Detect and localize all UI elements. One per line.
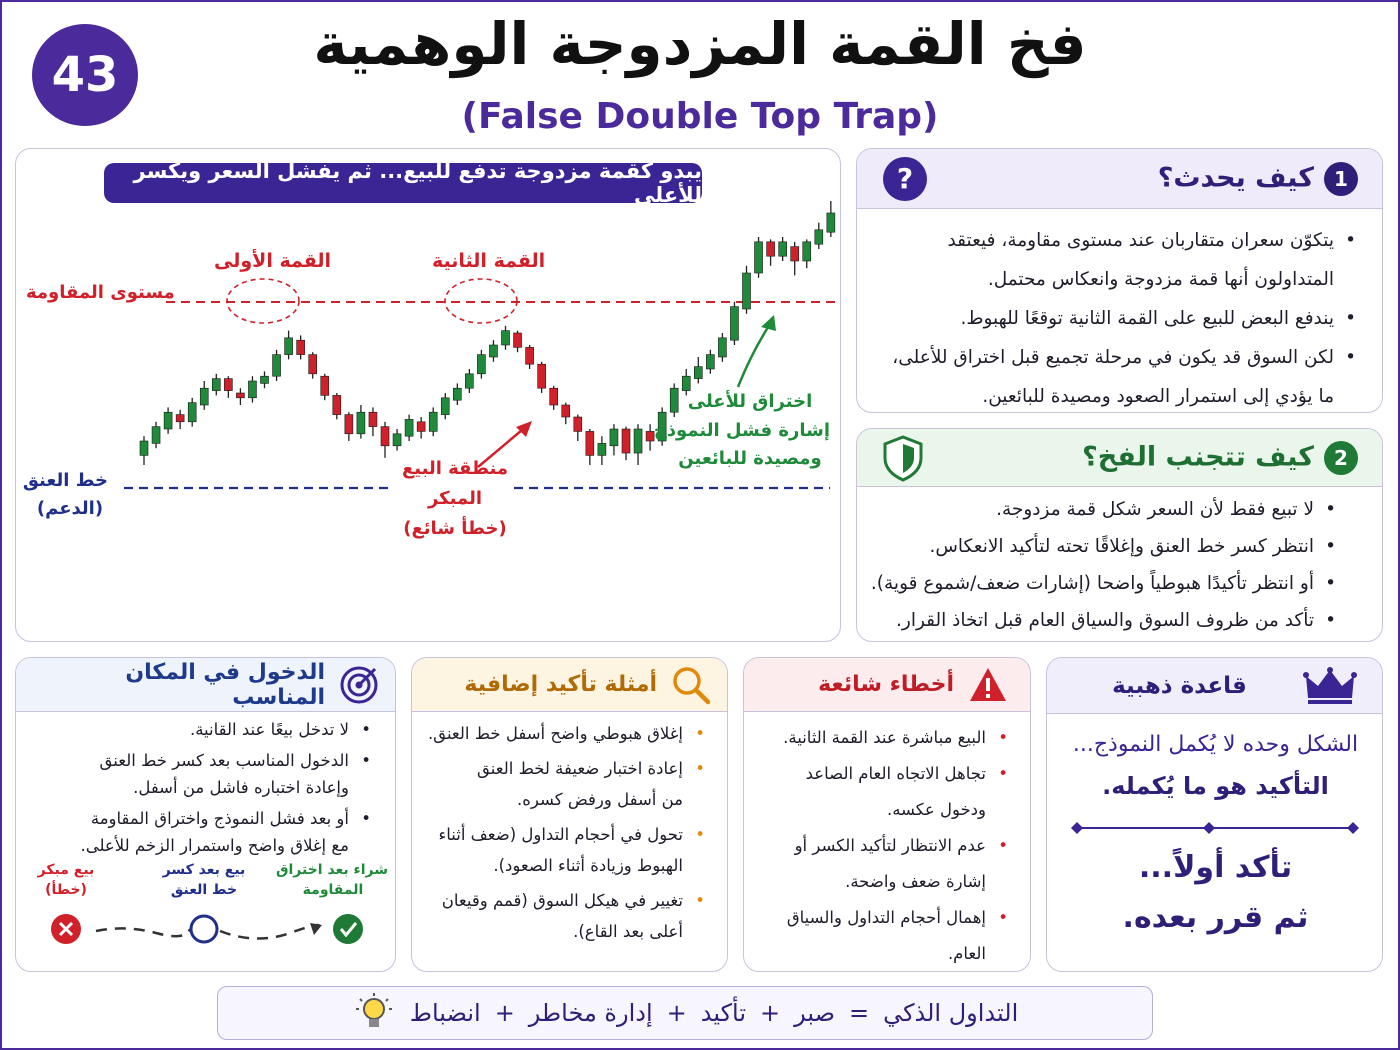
bearish-candle <box>514 333 522 347</box>
list-item: ودخول عكسه. <box>886 800 986 819</box>
bullish-candle <box>815 230 823 244</box>
bullish-candle <box>755 242 763 273</box>
golden-line-4: ثم قرر بعده. <box>1122 900 1309 935</box>
list-item: • أو بعد فشل النموذج واختراق المقاومة <box>24 805 375 832</box>
bullish-candle <box>610 429 618 446</box>
bearish-candle <box>791 247 799 261</box>
shield-icon <box>881 434 925 482</box>
mistakes-list <box>750 720 1012 972</box>
bullish-candle <box>140 441 148 455</box>
examples-list <box>418 718 709 947</box>
examples-panel <box>411 657 728 972</box>
bearish-candle <box>562 405 570 417</box>
golden-line-2: التأكيد هو ما يُكمله. <box>1102 772 1329 800</box>
bullish-candle <box>634 429 642 453</box>
magnifier-icon <box>671 665 711 705</box>
list-item: المتداولون أنها قمة مزدوجة وانعكاس محتمل. <box>987 269 1334 290</box>
bearish-candle <box>297 340 305 354</box>
bullish-candle <box>827 213 835 232</box>
bullish-candle <box>188 403 196 422</box>
early-sell-label-2: المبكر <box>427 488 482 509</box>
neckline-label: خط العنق <box>22 470 108 491</box>
bullish-candle <box>164 412 172 429</box>
footer-term-discipline: انضباط <box>409 999 481 1027</box>
neutral-circle-icon <box>191 916 217 942</box>
list-item: • لا تدخل بيعًا عند القانية. <box>24 716 375 743</box>
early-sell-label: منطقة البيع <box>401 458 509 479</box>
bullish-candle <box>273 355 281 377</box>
list-item: • البيع مباشرة عند القمة الثانية. <box>750 720 1012 756</box>
footer-term-confirmation: تأكيد <box>700 999 746 1027</box>
bullish-candle <box>803 242 811 261</box>
option-buy-breakout-sub: المقاومة <box>302 882 364 898</box>
mistakes-title: أخطاء شائعة <box>818 672 954 697</box>
list-item: • تأكد من ظروف السوق والسياق العام قبل اتخاذ القرار. <box>863 602 1340 639</box>
step-number-1: 1 <box>1324 162 1358 196</box>
bullish-candle <box>453 388 461 400</box>
bearish-candle <box>309 355 317 374</box>
entry-list <box>24 716 375 859</box>
bullish-candle <box>743 273 751 309</box>
bearish-candle <box>417 422 425 432</box>
breakout-label-3: ومصيدة للبائعين <box>678 448 822 469</box>
bullish-candle <box>489 345 497 357</box>
list-item: ما يؤدي إلى استمرار الصعود ومصيدة للبائعين. <box>982 386 1334 407</box>
golden-line-1: الشكل وحده لا يُكمل النموذج... <box>1072 732 1359 757</box>
svg-text:?: ? <box>896 161 914 195</box>
how-list <box>867 221 1360 413</box>
list-item: • يتكوّن سعران متقاربان عند مستوى مقاومة، فيعتقد <box>867 221 1360 260</box>
list-item: الهبوط وزيادة أثناء الصعود). <box>493 856 683 875</box>
footer-term-patience: صبر <box>794 999 835 1027</box>
avoid-list <box>863 491 1340 639</box>
check-icon <box>333 914 363 944</box>
list-item: • عدم الانتظار لتأكيد الكسر أو <box>750 828 1012 864</box>
bearish-candle <box>622 429 630 453</box>
bullish-candle <box>694 367 702 379</box>
bearish-candle <box>176 415 184 422</box>
chart-banner: يبدو كقمة مزدوجة تدفع للبيع... ثم يفشل السعر ويكسر للأعلى <box>104 163 702 203</box>
entry-options-diagram <box>16 903 396 963</box>
bearish-candle <box>526 347 534 364</box>
mistakes-header <box>744 658 1030 712</box>
bearish-candle <box>586 431 594 455</box>
mistakes-panel <box>743 657 1031 972</box>
footer-term-smart-trading: التداول الذكي <box>883 999 1019 1027</box>
bearish-candle <box>224 379 232 391</box>
list-item: • أو انتظر تأكيدًا هبوطياً واضحا (إشارات ضعف/شموع قوية). <box>863 565 1340 602</box>
list-item: • تجاهل الاتجاه العام الصاعد <box>750 756 1012 792</box>
how-header <box>857 149 1382 209</box>
footer-plus: + <box>666 999 687 1027</box>
list-item: أعلى بعد القاع). <box>573 922 683 941</box>
bullish-candle <box>477 355 485 374</box>
golden-line-3: تأكد أولاً... <box>1138 850 1293 885</box>
footer-term-risk-management: إدارة مخاطر <box>528 999 653 1027</box>
bullish-candle <box>730 307 738 341</box>
breakout-label-2: إشارة فشل النموذج <box>653 420 830 441</box>
option-neck-sell-sub: خط العنق <box>170 882 238 898</box>
bullish-candle <box>405 419 413 436</box>
warning-icon <box>968 666 1008 704</box>
avoid-panel <box>856 428 1383 642</box>
footer-formula <box>217 986 1153 1040</box>
golden-title: قاعدة ذهبية <box>1112 672 1247 699</box>
list-item: • تحول في أحجام التداول (ضعف أثناء <box>418 819 709 850</box>
list-item: وإعادة اختباره فاشل من أسفل. <box>133 778 349 797</box>
number-badge: 43 <box>32 24 138 126</box>
bearish-candle <box>381 427 389 446</box>
option-early-sell: بيع مبكر <box>37 862 95 878</box>
list-item: • إعادة اختبار ضعيفة لخط العنق <box>418 753 709 784</box>
bullish-candle <box>152 427 160 444</box>
bullish-candle <box>718 338 726 357</box>
early-sell-label-3: (خطأ شائع) <box>403 518 507 539</box>
bullish-candle <box>779 242 787 256</box>
bearish-candle <box>538 364 546 388</box>
option-early-sell-sub: (خطأ) <box>45 882 87 898</box>
entry-panel <box>15 657 396 972</box>
bearish-candle <box>345 415 353 434</box>
option-buy-breakout: شراء بعد اختراق <box>275 862 388 878</box>
how-title: كيف يحدث؟ <box>1157 162 1314 193</box>
how-panel <box>856 148 1383 413</box>
bullish-candle <box>248 381 256 398</box>
list-item: • إغلاق هبوطي واضح أسفل خط العنق. <box>418 718 709 749</box>
bullish-candle <box>357 412 365 434</box>
list-item: • لا تبيع فقط لأن السعر شكل قمة مزدوجة. <box>863 491 1340 528</box>
list-item: إشارة ضعف واضحة. <box>845 872 986 891</box>
examples-header <box>412 658 727 712</box>
bullish-candle <box>682 376 690 390</box>
entry-title: الدخول في المكان المناسب <box>125 659 325 710</box>
bullish-candle <box>285 338 293 355</box>
golden-panel <box>1046 657 1383 972</box>
golden-divider <box>1047 818 1383 838</box>
entry-header <box>16 658 395 712</box>
bearish-candle <box>550 388 558 405</box>
second-top-label: القمة الثانية <box>432 250 546 272</box>
golden-header <box>1047 658 1382 714</box>
lightbulb-icon <box>352 991 396 1035</box>
step-number-2: 2 <box>1324 441 1358 475</box>
list-item: • انتظر كسر خط العنق وإغلاقًا تحته لتأكيد الانعكاس. <box>863 528 1340 565</box>
bearish-candle <box>369 412 377 426</box>
footer-plus: + <box>494 999 515 1027</box>
footer-equals: = <box>848 999 870 1027</box>
bullish-candle <box>465 374 473 388</box>
bearish-candle <box>321 376 329 395</box>
option-neck-sell: بيع بعد كسر <box>162 862 246 878</box>
question-icon <box>881 155 929 203</box>
crown-icon <box>1302 666 1358 706</box>
breakout-label: اختراق للأعلى <box>687 391 813 412</box>
list-item: • إهمال أحجام التداول والسياق العام. <box>750 900 1012 972</box>
bullish-candle <box>212 379 220 391</box>
page-subtitle: (False Double Top Trap) <box>461 96 939 137</box>
resistance-label: مستوى المقاومة <box>26 282 175 303</box>
list-item: • يندفع البعض للبيع على القمة الثانية توقعًا للهبوط. <box>867 299 1360 338</box>
bullish-candle <box>502 331 510 345</box>
target-icon <box>339 665 379 705</box>
bearish-candle <box>333 395 341 414</box>
bearish-candle <box>574 417 582 431</box>
bearish-candle <box>646 431 654 441</box>
list-item: • تغيير في هيكل السوق (قمم وقيعان <box>418 885 709 916</box>
breakout-arrow <box>738 324 770 387</box>
page-title: فخ القمة المزدوجة الوهمية <box>313 10 1087 78</box>
list-item: مع إغلاق واضح واستمرار الزخم للأعلى. <box>80 836 349 855</box>
neckline-sub-label: (الدعم) <box>36 498 104 519</box>
first-top-label: القمة الأولى <box>214 250 332 272</box>
bullish-candle <box>200 388 208 405</box>
avoid-header <box>857 429 1382 487</box>
breakout-arrowhead <box>761 315 776 331</box>
footer-plus: + <box>760 999 781 1027</box>
bullish-candle <box>429 412 437 431</box>
bearish-candle <box>236 393 244 398</box>
examples-title: أمثلة تأكيد إضافية <box>464 672 657 697</box>
list-item: • لكن السوق قد يكون في مرحلة تجميع قبل اختراق للأعلى، <box>867 338 1360 377</box>
avoid-title: كيف تتجنب الفخ؟ <box>1082 441 1314 472</box>
bullish-candle <box>393 434 401 446</box>
bearish-candle <box>767 242 775 256</box>
bullish-candle <box>261 376 269 383</box>
bullish-candle <box>441 398 449 415</box>
bullish-candle <box>598 443 606 455</box>
list-item: • الدخول المناسب بعد كسر خط العنق <box>24 747 375 774</box>
bullish-candle <box>706 355 714 369</box>
list-item: من أسفل ورفض كسره. <box>517 790 683 809</box>
